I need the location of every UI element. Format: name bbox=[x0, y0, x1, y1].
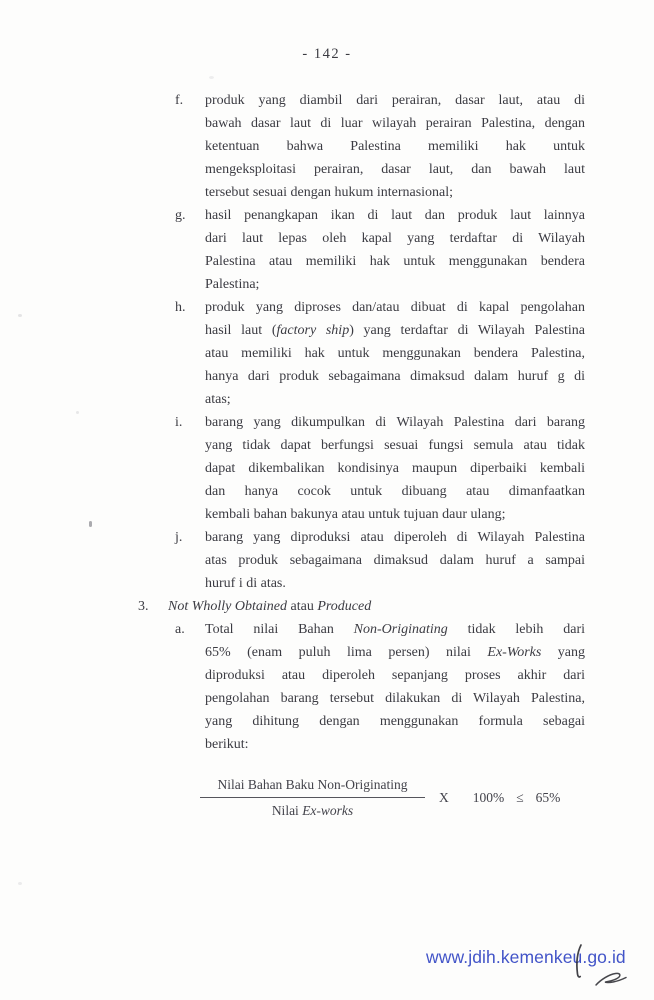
text-line: 65% (enam puluh lima persen) nilai Ex-Works yang bbox=[205, 645, 585, 660]
list-item bbox=[138, 89, 585, 204]
text-line: bawah dasar laut di luar wilayah perairan Palestina, dengan bbox=[205, 116, 585, 131]
text-line: huruf i di atas. bbox=[205, 576, 286, 591]
scan-speck bbox=[76, 411, 79, 414]
list-item bbox=[138, 411, 585, 526]
text-line: Total nilai Bahan Non-Originating tidak lebih dari bbox=[205, 622, 585, 637]
text-line: hanya dari produk sebagaimana dimaksud dalam huruf g di bbox=[205, 369, 585, 384]
list-item-text bbox=[168, 595, 585, 618]
scan-speck bbox=[89, 521, 92, 527]
text-line: barang yang diproduksi atau diperoleh di Wilayah Palestina bbox=[205, 530, 585, 545]
text-line: dan hanya cocok untuk dibuang atau dimanfaatkan bbox=[205, 484, 585, 499]
list-item-label: f. bbox=[175, 93, 184, 108]
text-line: atas; bbox=[205, 392, 231, 407]
page-number: - 142 - bbox=[302, 46, 352, 62]
text-line: dapat dikembalikan kondisinya maupun diperbaiki kembali bbox=[205, 461, 585, 476]
text-line: pengolahan barang tersebut dilakukan di Wilayah Palestina, bbox=[205, 691, 585, 706]
list-item-text bbox=[205, 526, 585, 595]
text-line: yang tidak dapat berfungsi sesuai fungsi semula atau tidak bbox=[205, 438, 585, 453]
text-line: mengeksploitasi perairan, dasar laut, dan bawah laut bbox=[205, 162, 585, 177]
formula-percent-value: 100% bbox=[472, 790, 505, 805]
list-item bbox=[138, 204, 585, 296]
text-line: barang yang dikumpulkan di Wilayah Palestina dari barang bbox=[205, 415, 585, 430]
text-line: diproduksi atau diperoleh sepanjang proses akhir dari bbox=[205, 668, 585, 683]
jdih-watermark-url: www.jdih.kemenkeu.go.id bbox=[426, 947, 626, 967]
fraction-numerator: Nilai Bahan Baku Non-Originating bbox=[217, 777, 408, 792]
list-item-label: g. bbox=[175, 208, 186, 223]
text-line: ketentuan bahwa Palestina memiliki hak untuk bbox=[205, 139, 585, 154]
text-line: hasil penangkapan ikan di laut dan produk laut lainnya bbox=[205, 208, 585, 223]
list-item bbox=[138, 526, 585, 595]
scan-speck bbox=[18, 882, 22, 885]
formula-lte-operator: ≤ bbox=[516, 790, 524, 805]
list-item bbox=[138, 296, 585, 411]
list-item-label: h. bbox=[175, 300, 186, 315]
list-item-text bbox=[205, 618, 585, 756]
origin-formula bbox=[200, 777, 560, 819]
text-line: Palestina; bbox=[205, 277, 260, 292]
fraction-denominator bbox=[200, 798, 425, 819]
list-item-text bbox=[205, 411, 585, 526]
list-item-text bbox=[205, 89, 585, 204]
list-item bbox=[138, 618, 585, 756]
text-line: berikut: bbox=[205, 737, 249, 752]
text-line: yang dihitung dengan menggunakan formula sebagai bbox=[205, 714, 585, 729]
scan-speck bbox=[18, 314, 22, 317]
list-item-label: a. bbox=[175, 622, 185, 637]
text-line: atas produk sebagaimana dimaksud dalam huruf a sampai bbox=[205, 553, 585, 568]
scan-speck bbox=[209, 76, 214, 79]
formula-fraction bbox=[200, 777, 425, 819]
text-line: atau memiliki hak untuk menggunakan bendera Palestina, bbox=[205, 346, 585, 361]
formula-multiply-operator: X bbox=[439, 790, 449, 805]
text-line: Palestina atau memiliki hak untuk menggunakan bendera bbox=[205, 254, 585, 269]
text-line: produk yang diambil dari perairan, dasar laut, atau di bbox=[205, 93, 585, 108]
list-item-label: j. bbox=[175, 530, 183, 545]
text-line: tersebut sesuai dengan hukum internasional; bbox=[205, 185, 454, 200]
signature-paraph-mark bbox=[563, 933, 643, 997]
text-line: dari laut lepas oleh kapal yang terdaftar di Wilayah bbox=[205, 231, 585, 246]
formula-right-side bbox=[439, 790, 560, 806]
list-item-label: 3. bbox=[138, 599, 149, 614]
denominator-italic-term: Ex-works bbox=[302, 803, 354, 818]
list-item-label: i. bbox=[175, 415, 183, 430]
text-line: Not Wholly Obtained atau Produced bbox=[168, 599, 372, 614]
text-line: produk yang diproses dan/atau dibuat di kapal pengolahan bbox=[205, 300, 585, 315]
list-item bbox=[138, 595, 585, 618]
list-item-text bbox=[205, 296, 585, 411]
text-line: hasil laut (factory ship) yang terdaftar di Wilayah Palestina bbox=[205, 323, 585, 338]
list-item-text bbox=[205, 204, 585, 296]
denominator-prefix: Nilai bbox=[271, 803, 303, 818]
text-line: kembali bahan bakunya atau untuk tujuan daur ulang; bbox=[205, 507, 506, 522]
formula-threshold-value: 65% bbox=[535, 790, 561, 805]
document-list bbox=[138, 89, 585, 756]
